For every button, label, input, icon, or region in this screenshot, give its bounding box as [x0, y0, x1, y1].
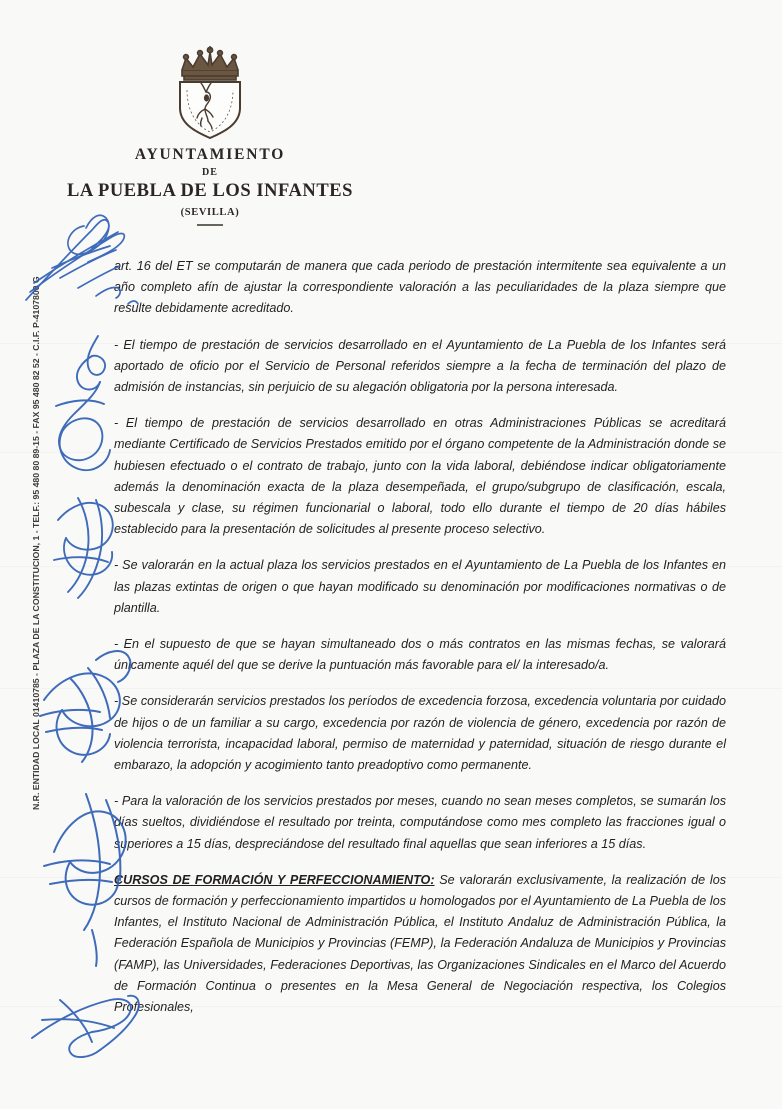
side-margin-legend	[22, 276, 41, 810]
paragraph: - Se valorarán en la actual plaza los servicios prestados en el Ayuntamiento de La Puebla de los Infantes en las plazas extintas de origen o que hayan modificado su denominación por modificaciones normativas o de plantilla.	[114, 558, 726, 615]
document-body	[114, 256, 726, 1018]
paragraph: - El tiempo de prestación de servicios desarrollado en el Ayuntamiento de La Puebla de los Infantes será aportado de oficio por el Servicio de Personal referidos siempre a la fecha de terminación del plazo de admisión de instancias, sin perjuicio de su alegación obligatoria por la persona interesada.	[114, 337, 726, 395]
section-heading-cursos: CURSOS DE FORMACIÓN Y PERFECCIONAMIENTO:	[114, 872, 435, 887]
paragraph: - Para la valoración de los servicios prestados por meses, cuando no sean meses completos, se sumarán los días sueltos, dividiéndose el resultado por treinta, computándose como mes completo las fracciones igual o superiores a 15 días, despreciándose del resultado final aquellas que sean inferiores a 15 días.	[114, 794, 726, 851]
paragraph: - Se considerarán servicios prestados los períodos de excedencia forzosa, excedencia voluntaria por cuidado de hijos o de un familiar a su cargo, excedencia por razón de violencia de género, excedencia por razón de violencia terrorista, incapacidad laboral, permiso de maternidad y paternidad, situación de riesgo durante el embarazo, la adopción y acogimiento tanto preadoptivo como permanente.	[114, 694, 726, 773]
letterhead-divider	[197, 224, 223, 226]
paragraph-cursos-formacion	[114, 870, 726, 1018]
paragraph: - El tiempo de prestación de servicios desarrollado en otras Administraciones Públicas se acreditará mediante Certificado de Servicios Prestados emitido por el órgano competente de la Administración donde se hubiesen efectuado o el contrato de trabajo, junto con la vida laboral, debiéndose indicar obligatoriamente además la denominación exacta de la plaza desempeñada, el grupo/subgrupo de clasificación, escala, subescala y clase, su régimen funcionarial o laboral, todo ello durante el tiempo de 20 días hábiles establecido para la presentación de solicitudes al presente proceso selectivo.	[114, 416, 726, 537]
coat-of-arms-crown-shield-stag-icon	[162, 36, 258, 140]
signature-mark	[54, 498, 113, 598]
section-body-cursos: Se valorarán exclusivamente, la realización de los cursos de formación y perfeccionamiento impartidos u homologados por el Ayuntamiento de La Puebla de los Infantes, el Instituto Nacional de Administración Pública, el Instituto Andaluz de Administración Pública, la Federación Española de Municipios y Provincias (FEMP), la Federación Andaluza de Municipios y Provincias (FAMP), las Universidades, Federaciones Deportivas, las Organizaciones Sindicales en el Marco del Acuerdo de Formación Continua o presentes en la Mesa General de Negociación respectiva, los Colegios Profesionales,	[114, 872, 726, 1015]
signature-mark	[56, 336, 110, 470]
letterhead-ayuntamiento: AYUNTAMIENTO	[134, 146, 286, 163]
paragraph: art. 16 del ET se computarán de manera que cada periodo de prestación intermitente sea equivalente a un año completo afín de ajustar la correspondiente valoración a las peculiaridades de la plaza siempre que resulte debidamente acreditado.	[114, 259, 726, 316]
paragraph: - En el supuesto de que se hayan simultaneado dos o más contratos en las mismas fechas, se valorará únicamente aquél del que se derive la puntuación más favorable para el/ la interesado/a.	[114, 637, 726, 673]
letterhead-municipality: LA PUEBLA DE LOS INFANTES	[67, 181, 353, 202]
side-margin-legend-text: N.R. ENTIDAD LOCAL 01410785 - PLAZA DE LA CONSTITUCION, 1 - TELF.: 95 480 80 89-15 - FAX 95 480 82 52 - C.I.F. P-4107800 G	[31, 276, 41, 810]
letterhead-province: (SEVILLA)	[180, 206, 240, 218]
letterhead	[0, 36, 420, 226]
letterhead-de: DE	[202, 166, 218, 178]
